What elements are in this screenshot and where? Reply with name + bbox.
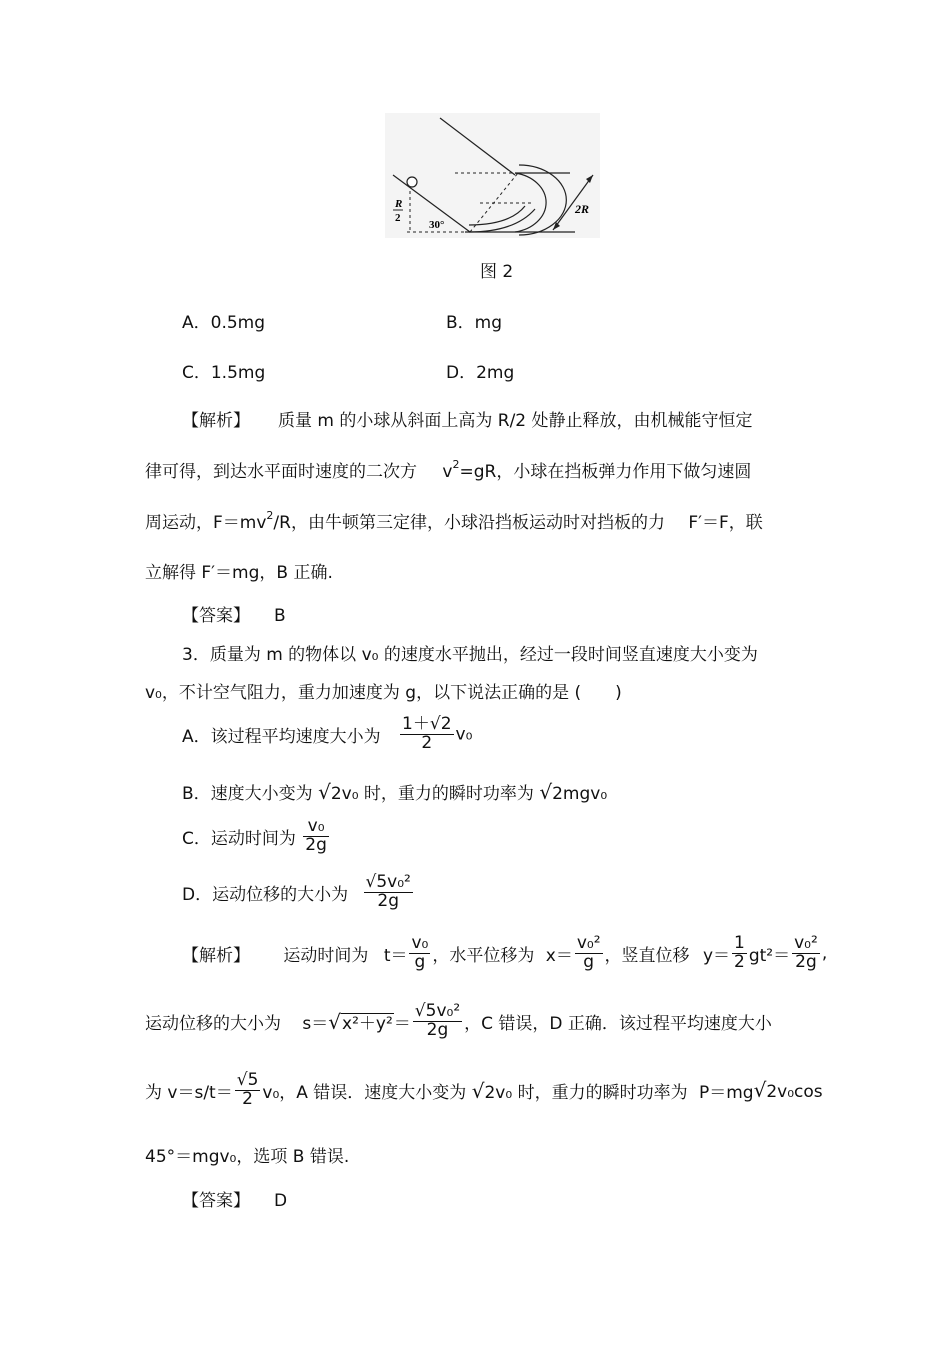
q2-option-d: D．2mg — [446, 363, 515, 383]
figure-label-2r: 2R — [575, 202, 590, 216]
q3-stem-line-1: 3．质量为 m 的物体以 v₀ 的速度水平抛出，经过一段时间竖直速度大小变为 — [182, 645, 758, 665]
q2-option-a: A．0.5mg — [182, 313, 266, 333]
figure-label-r-num: R — [395, 198, 403, 210]
q2-analysis-tag: 【解析】 — [182, 411, 250, 431]
q3-option-b: B．速度大小变为 √2v₀ 时，重力的瞬时功率为 √2mgv₀ — [182, 780, 608, 804]
q3-stem-line-2: v₀，不计空气阻力，重力加速度为 g，以下说法正确的是 ( ) — [145, 683, 622, 703]
figure-label-angle: 30° — [429, 219, 445, 231]
q3-option-a: A．该过程平均速度大小为 $\frac{1+√2}{2}$ v₀ — [182, 714, 473, 753]
q3-analysis-line-1: 【解析】 运动时间为 t＝ $\frac{\text{v₀}}{g}$ ，水平位移为 x＝ $\frac{\text{v₀²}}{g}$ ，竖直位移 y＝ $\frac{1}{2}$ gt²＝ $\frac{\text{v₀²}}{2g}$ , — [182, 933, 828, 972]
q3-analysis-line-4: 45°＝mgv₀，选项 B 错误. — [145, 1147, 350, 1167]
q2-analysis-line-1: 质量 m 的小球从斜面上高为 R/2 处静止释放，由机械能守恒定 — [278, 411, 753, 431]
q3-option-d: D．运动位移的大小为 $\frac{\text{√5v₀²}}{2g}$ — [182, 872, 411, 911]
q2-option-c: C．1.5mg — [182, 363, 266, 383]
q2-analysis-line-2: 律可得，到达水平面时速度的二次方 $v^2=gR$，小球在挡板弹力作用下做匀速圆 — [145, 458, 752, 482]
q2-option-b: B．mg — [446, 313, 503, 333]
q3-analysis-line-2: 运动位移的大小为 s＝√x²＋y²＝ $\frac{\text{√5v₀²}}{2g}$ ，C 错误，D 正确．该过程平均速度大小 — [145, 1001, 772, 1040]
q3-answer: 【答案】 D — [182, 1191, 288, 1211]
q3-analysis-line-3: 为 v＝s/t＝ $\frac{√5}{2}$ v₀，A 错误．速度大小变为 √2v₀ 时，重力的瞬时功率为 P＝mg√2v₀cos — [145, 1070, 823, 1109]
q2-answer: 【答案】 B — [182, 606, 286, 626]
figure-label-r-den: 2 — [395, 212, 401, 224]
q2-analysis-line-4: 立解得 F′＝mg，B 正确. — [145, 563, 333, 583]
q3-option-c: C．运动时间为 $\frac{\text{v₀}}{2g}$ — [182, 816, 327, 855]
q2-analysis-line-3: 周运动，$F=mv^2/R$，由牛顿第三定律，小球沿挡板运动时对挡板的力 F′＝F，联 — [145, 509, 763, 533]
figure-caption: 图 2 — [480, 262, 514, 282]
figure-2-diagram — [385, 113, 600, 238]
